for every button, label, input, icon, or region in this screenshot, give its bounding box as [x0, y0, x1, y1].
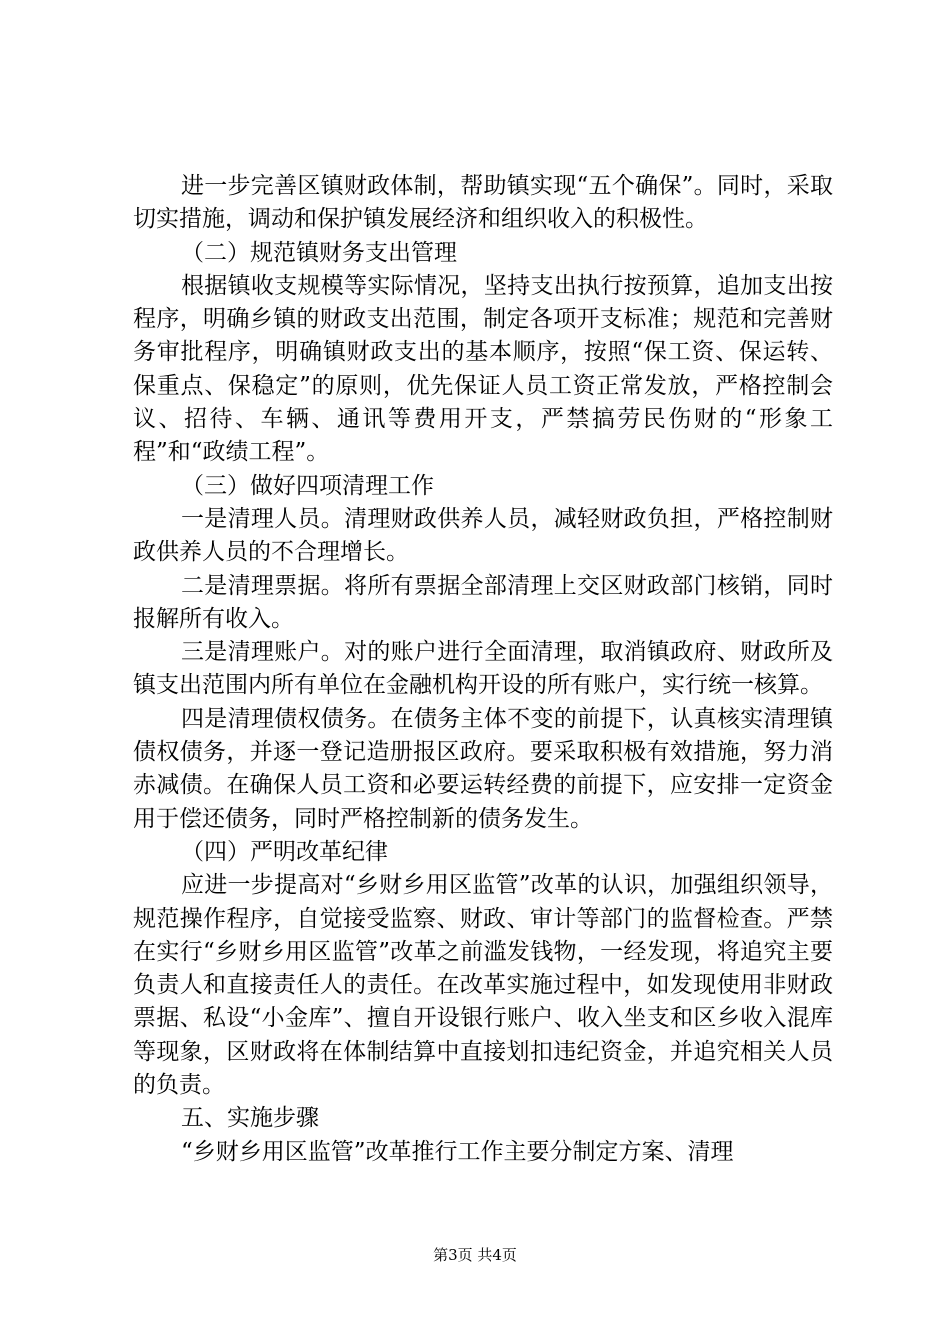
paragraph-fiscal-system: 进一步完善区镇财政体制，帮助镇实现“五个确保”。同时，采取切实措施，调动和保护镇发展经济和组织收入的积极性。: [133, 173, 833, 233]
page-number-footer: 第3页 共4页: [433, 1246, 517, 1264]
heading-expenditure-management: （二）规范镇财务支出管理: [181, 239, 457, 266]
paragraph-discipline-rules: 应进一步提高对“乡财乡用区监管”改革的认识，加强组织领导，规范操作程序，自觉接受监察、财政、审计等部门的监督检查。严禁在实行“乡财乡用区监管”改革之前滥发钱物，一经发现，将追究主要负责人和直接责任人的责任。在改革实施过程中，如发现使用非财政票据、私设“小金库”、擅自开设银行账户、收入坐支和区乡收入混库等现象，区财政将在体制结算中直接划扣违纪资金，并追究相关人员的负责。: [133, 872, 833, 1099]
paragraph-cleanup-debts: 四是清理债权债务。在债务主体不变的前提下，认真核实清理镇债权债务，并逐一登记造册报区政府。要采取积极有效措施，努力消赤减债。在确保人员工资和必要运转经费的前提下，应安排一定资金用于偿还债务，同时严格控制新的债务发生。: [133, 705, 833, 832]
paragraph-cleanup-personnel: 一是清理人员。清理财政供养人员，减轻财政负担，严格控制财政供养人员的不合理增长。: [133, 505, 833, 566]
paragraph-expenditure-rules: 根据镇收支规模等实际情况，坚持支出执行按预算，追加支出按程序，明确乡镇的财政支出范围，制定各项开支标准；规范和完善财务审批程序，明确镇财政支出的基本顺序，按照“保工资、保运转、保重点、保稳定”的原则，优先保证人员工资正常发放，严格控制会议、招待、车辆、通讯等费用开支，严禁搞劳民伤财的“形象工程”和“政绩工程”。: [133, 272, 833, 466]
heading-reform-discipline: （四）严明改革纪律: [181, 838, 388, 865]
paragraph-implementation-intro: “乡财乡用区监管”改革推行工作主要分制定方案、清理: [181, 1138, 734, 1165]
heading-four-cleanups: （三）做好四项清理工作: [181, 472, 434, 499]
document-body: [133, 170, 833, 1169]
paragraph-cleanup-receipts: 二是清理票据。将所有票据全部清理上交区财政部门核销，同时报解所有收入。: [133, 572, 833, 632]
paragraph-cleanup-accounts: 三是清理账户。对的账户进行全面清理，取消镇政府、财政所及镇支出范围内所有单位在金融机构开设的所有账户，实行统一核算。: [133, 639, 833, 699]
heading-implementation-steps: 五、实施步骤: [181, 1105, 319, 1132]
